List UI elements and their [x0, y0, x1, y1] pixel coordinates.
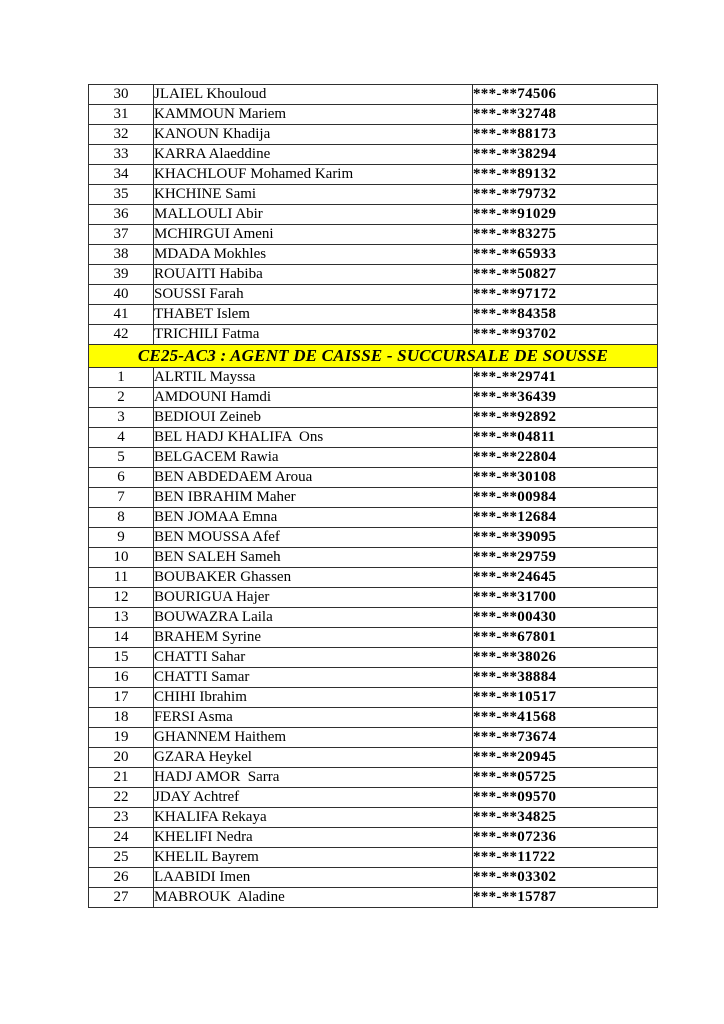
masked-id: ***-**50827: [473, 265, 658, 285]
row-number: 4: [89, 428, 154, 448]
table-row: [89, 285, 658, 305]
row-number: 33: [89, 145, 154, 165]
candidate-name: JDAY Achtref: [154, 788, 473, 808]
row-number: 30: [89, 85, 154, 105]
candidate-name: KANOUN Khadija: [154, 125, 473, 145]
candidate-name: BEDIOUI Zeineb: [154, 408, 473, 428]
row-number: 5: [89, 448, 154, 468]
candidate-name: ROUAITI Habiba: [154, 265, 473, 285]
candidate-name: BEL HADJ KHALIFA Ons: [154, 428, 473, 448]
table-section-1: [89, 85, 658, 345]
table-row: [89, 608, 658, 628]
candidate-name: MCHIRGUI Ameni: [154, 225, 473, 245]
table-row: [89, 105, 658, 125]
table-row: [89, 688, 658, 708]
masked-id: ***-**41568: [473, 708, 658, 728]
row-number: 20: [89, 748, 154, 768]
row-number: 35: [89, 185, 154, 205]
masked-id: ***-**10517: [473, 688, 658, 708]
masked-id: ***-**31700: [473, 588, 658, 608]
table-row: [89, 325, 658, 345]
row-number: 25: [89, 848, 154, 868]
masked-id: ***-**97172: [473, 285, 658, 305]
table-row: [89, 165, 658, 185]
candidate-name: AMDOUNI Hamdi: [154, 388, 473, 408]
row-number: 13: [89, 608, 154, 628]
row-number: 38: [89, 245, 154, 265]
masked-id: ***-**00984: [473, 488, 658, 508]
table-row: [89, 528, 658, 548]
masked-id: ***-**04811: [473, 428, 658, 448]
masked-id: ***-**89132: [473, 165, 658, 185]
table-row: [89, 748, 658, 768]
masked-id: ***-**39095: [473, 528, 658, 548]
candidate-name: SOUSSI Farah: [154, 285, 473, 305]
table-row: [89, 468, 658, 488]
row-number: 32: [89, 125, 154, 145]
candidate-name: CHATTI Sahar: [154, 648, 473, 668]
masked-id: ***-**67801: [473, 628, 658, 648]
table-row: [89, 728, 658, 748]
table-row: [89, 245, 658, 265]
table-row: [89, 408, 658, 428]
candidate-name: BEN SALEH Sameh: [154, 548, 473, 568]
table-row: [89, 648, 658, 668]
masked-id: ***-**12684: [473, 508, 658, 528]
candidate-name: BOURIGUA Hajer: [154, 588, 473, 608]
table-row: [89, 125, 658, 145]
row-number: 22: [89, 788, 154, 808]
candidate-name: JLAIEL Khouloud: [154, 85, 473, 105]
table-row: [89, 788, 658, 808]
row-number: 3: [89, 408, 154, 428]
table-row: [89, 848, 658, 868]
row-number: 39: [89, 265, 154, 285]
row-number: 23: [89, 808, 154, 828]
table-row: [89, 508, 658, 528]
candidate-name: CHATTI Samar: [154, 668, 473, 688]
row-number: 37: [89, 225, 154, 245]
row-number: 17: [89, 688, 154, 708]
masked-id: ***-**38294: [473, 145, 658, 165]
candidate-name: LAABIDI Imen: [154, 868, 473, 888]
table-row: [89, 205, 658, 225]
table-row: [89, 305, 658, 325]
candidate-name: BOUWAZRA Laila: [154, 608, 473, 628]
masked-id: ***-**74506: [473, 85, 658, 105]
candidate-name: GZARA Heykel: [154, 748, 473, 768]
table-row: [89, 185, 658, 205]
table-row: [89, 808, 658, 828]
candidate-name: BEN MOUSSA Afef: [154, 528, 473, 548]
masked-id: ***-**93702: [473, 325, 658, 345]
row-number: 34: [89, 165, 154, 185]
row-number: 42: [89, 325, 154, 345]
table-row: [89, 708, 658, 728]
section-header-cell: CE25-AC3 : AGENT DE CAISSE - SUCCURSALE DE SOUSSE: [89, 345, 658, 368]
table-row: [89, 548, 658, 568]
masked-id: ***-**83275: [473, 225, 658, 245]
table-row: [89, 568, 658, 588]
candidate-name: KARRA Alaeddine: [154, 145, 473, 165]
table-row: [89, 888, 658, 908]
row-number: 40: [89, 285, 154, 305]
masked-id: ***-**24645: [473, 568, 658, 588]
row-number: 16: [89, 668, 154, 688]
row-number: 1: [89, 368, 154, 388]
table-row: [89, 85, 658, 105]
candidate-name: KHACHLOUF Mohamed Karim: [154, 165, 473, 185]
row-number: 31: [89, 105, 154, 125]
row-number: 21: [89, 768, 154, 788]
table-row: [89, 588, 658, 608]
candidate-name: KHALIFA Rekaya: [154, 808, 473, 828]
row-number: 9: [89, 528, 154, 548]
row-number: 41: [89, 305, 154, 325]
masked-id: ***-**88173: [473, 125, 658, 145]
row-number: 26: [89, 868, 154, 888]
table-row: [89, 668, 658, 688]
masked-id: ***-**15787: [473, 888, 658, 908]
table-row: [89, 488, 658, 508]
row-number: 24: [89, 828, 154, 848]
table-row: [89, 265, 658, 285]
candidate-name: BEN JOMAA Emna: [154, 508, 473, 528]
row-number: 11: [89, 568, 154, 588]
table-section-2: [89, 368, 658, 908]
candidate-name: FERSI Asma: [154, 708, 473, 728]
masked-id: ***-**38026: [473, 648, 658, 668]
masked-id: ***-**34825: [473, 808, 658, 828]
table-row: [89, 368, 658, 388]
candidate-name: CHIHI Ibrahim: [154, 688, 473, 708]
row-number: 14: [89, 628, 154, 648]
row-number: 2: [89, 388, 154, 408]
masked-id: ***-**00430: [473, 608, 658, 628]
row-number: 6: [89, 468, 154, 488]
candidate-name: GHANNEM Haithem: [154, 728, 473, 748]
masked-id: ***-**84358: [473, 305, 658, 325]
section-header-row: [89, 345, 658, 368]
row-number: 8: [89, 508, 154, 528]
candidate-name: KHELIFI Nedra: [154, 828, 473, 848]
candidate-name: ALRTIL Mayssa: [154, 368, 473, 388]
masked-id: ***-**22804: [473, 448, 658, 468]
candidate-name: BELGACEM Rawia: [154, 448, 473, 468]
candidate-name: BEN ABDEDAEM Aroua: [154, 468, 473, 488]
masked-id: ***-**36439: [473, 388, 658, 408]
masked-id: ***-**09570: [473, 788, 658, 808]
candidate-name: KHCHINE Sami: [154, 185, 473, 205]
candidate-name: TRICHILI Fatma: [154, 325, 473, 345]
masked-id: ***-**32748: [473, 105, 658, 125]
masked-id: ***-**05725: [473, 768, 658, 788]
candidate-name: KAMMOUN Mariem: [154, 105, 473, 125]
masked-id: ***-**65933: [473, 245, 658, 265]
row-number: 36: [89, 205, 154, 225]
candidate-name: MALLOULI Abir: [154, 205, 473, 225]
table-row: [89, 828, 658, 848]
table-row: [89, 768, 658, 788]
masked-id: ***-**20945: [473, 748, 658, 768]
masked-id: ***-**92892: [473, 408, 658, 428]
table-row: [89, 448, 658, 468]
candidate-name: MABROUK Aladine: [154, 888, 473, 908]
section-header: [89, 345, 658, 368]
table-row: [89, 145, 658, 165]
masked-id: ***-**11722: [473, 848, 658, 868]
masked-id: ***-**73674: [473, 728, 658, 748]
row-number: 15: [89, 648, 154, 668]
masked-id: ***-**38884: [473, 668, 658, 688]
masked-id: ***-**79732: [473, 185, 658, 205]
row-number: 7: [89, 488, 154, 508]
candidate-name: KHELIL Bayrem: [154, 848, 473, 868]
table-row: [89, 628, 658, 648]
table-row: [89, 428, 658, 448]
masked-id: ***-**07236: [473, 828, 658, 848]
candidate-name: BOUBAKER Ghassen: [154, 568, 473, 588]
row-number: 19: [89, 728, 154, 748]
candidate-name: HADJ AMOR Sarra: [154, 768, 473, 788]
candidate-name: THABET Islem: [154, 305, 473, 325]
masked-id: ***-**91029: [473, 205, 658, 225]
candidate-name: MDADA Mokhles: [154, 245, 473, 265]
candidates-table: [88, 84, 658, 908]
candidate-name: BEN IBRAHIM Maher: [154, 488, 473, 508]
masked-id: ***-**29759: [473, 548, 658, 568]
table-row: [89, 388, 658, 408]
row-number: 12: [89, 588, 154, 608]
masked-id: ***-**03302: [473, 868, 658, 888]
masked-id: ***-**29741: [473, 368, 658, 388]
row-number: 27: [89, 888, 154, 908]
candidate-name: BRAHEM Syrine: [154, 628, 473, 648]
table-row: [89, 868, 658, 888]
row-number: 18: [89, 708, 154, 728]
row-number: 10: [89, 548, 154, 568]
table-row: [89, 225, 658, 245]
masked-id: ***-**30108: [473, 468, 658, 488]
